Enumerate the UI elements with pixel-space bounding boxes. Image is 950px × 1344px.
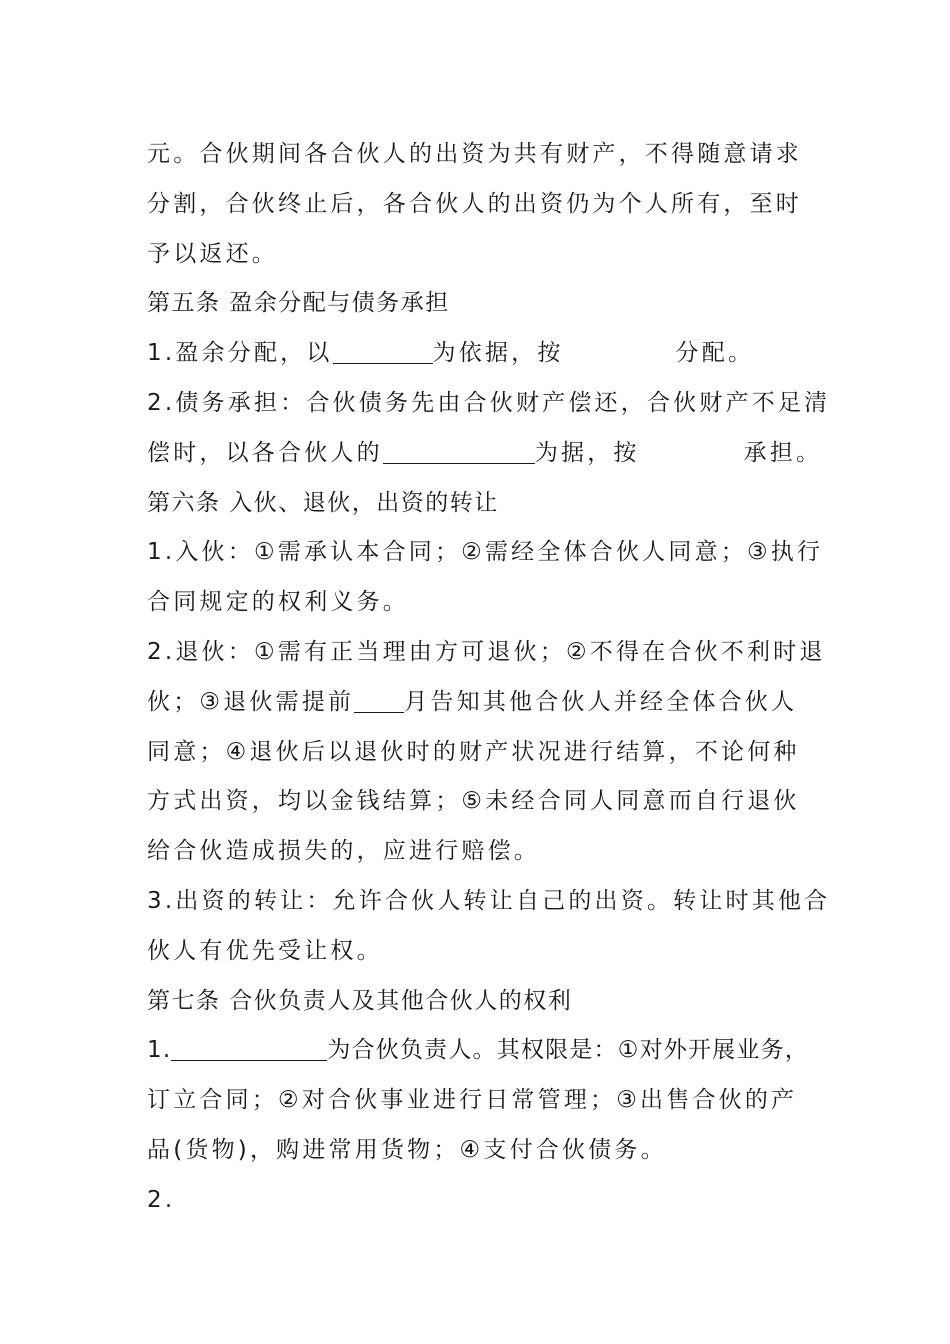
paragraph-line: 合同规定的权利义务。 <box>147 589 409 616</box>
manager-name-blank[interactable] <box>171 1030 327 1061</box>
surplus-suffix: 分配。 <box>675 340 755 367</box>
manager-suffix: 为合伙负责人。其权限是：①对外开展业务， <box>327 1037 809 1064</box>
article-6-heading: 第六条 入伙、退伙，出资的转让 <box>147 489 499 516</box>
withdraw-notice-line <box>147 678 807 728</box>
surplus-prefix: 1.盈余分配，以 <box>147 340 333 367</box>
paragraph-line: 订立合同；②对合伙事业进行日常管理；③出售合伙的产 <box>147 1087 798 1114</box>
paragraph-line: 同意；④退伙后以退伙时的财产状况进行结算，不论何种 <box>147 738 800 765</box>
article-7-heading: 第七条 合伙负责人及其他合伙人的权利 <box>147 987 573 1014</box>
article-5-heading: 第五条 盈余分配与债务承担 <box>147 290 450 317</box>
paragraph-line: 给合伙造成损失的，应进行赔偿。 <box>147 838 540 865</box>
debt-prefix: 偿时，以各合伙人的 <box>147 439 383 466</box>
withdraw-suffix: 月告知其他合伙人并经全体合伙人 <box>404 688 798 715</box>
surplus-middle: 为依据，按 <box>432 340 564 367</box>
document-body <box>147 130 831 1226</box>
paragraph-line: 品(货物)，购进常用货物；④支付合伙债务。 <box>147 1136 667 1163</box>
paragraph-line: 2.债务承担：合伙债务先由合伙财产偿还，合伙财产不足清 <box>147 389 831 416</box>
manager-line <box>147 1026 807 1076</box>
debt-bearing-line <box>147 429 823 479</box>
paragraph-line: 2. <box>147 1186 176 1213</box>
surplus-distribution-line <box>147 329 807 379</box>
paragraph-line: 分割，合伙终止后，各合伙人的出资仍为个人所有，至时 <box>147 190 802 217</box>
paragraph-line: 2.退伙：①需有正当理由方可退伙；②不得在合伙不利时退 <box>147 638 826 665</box>
debt-basis-blank[interactable] <box>383 433 535 464</box>
debt-middle: 为据，按 <box>534 439 640 466</box>
paragraph-line: 予以返还。 <box>147 240 278 267</box>
paragraph-line: 方式出资，均以金钱结算；⑤未经合同人同意而自行退伙 <box>147 788 800 815</box>
surplus-basis-blank[interactable] <box>333 333 433 364</box>
paragraph-line: 3.出资的转让：允许合伙人转让自己的出资。转让时其他合 <box>147 887 831 914</box>
paragraph-line: 元。合伙期间各合伙人的出资为共有财产，不得随意请求 <box>147 141 802 167</box>
paragraph-line: 1.入伙：①需承认本合同；②需经全体合伙人同意；③执行 <box>147 539 824 566</box>
debt-suffix: 承担。 <box>743 439 823 466</box>
withdraw-prefix: 伙；③退伙需提前 <box>147 688 355 715</box>
manager-prefix: 1. <box>147 1037 172 1064</box>
withdraw-months-blank[interactable] <box>354 682 404 713</box>
paragraph-line: 伙人有优先受让权。 <box>147 937 383 964</box>
